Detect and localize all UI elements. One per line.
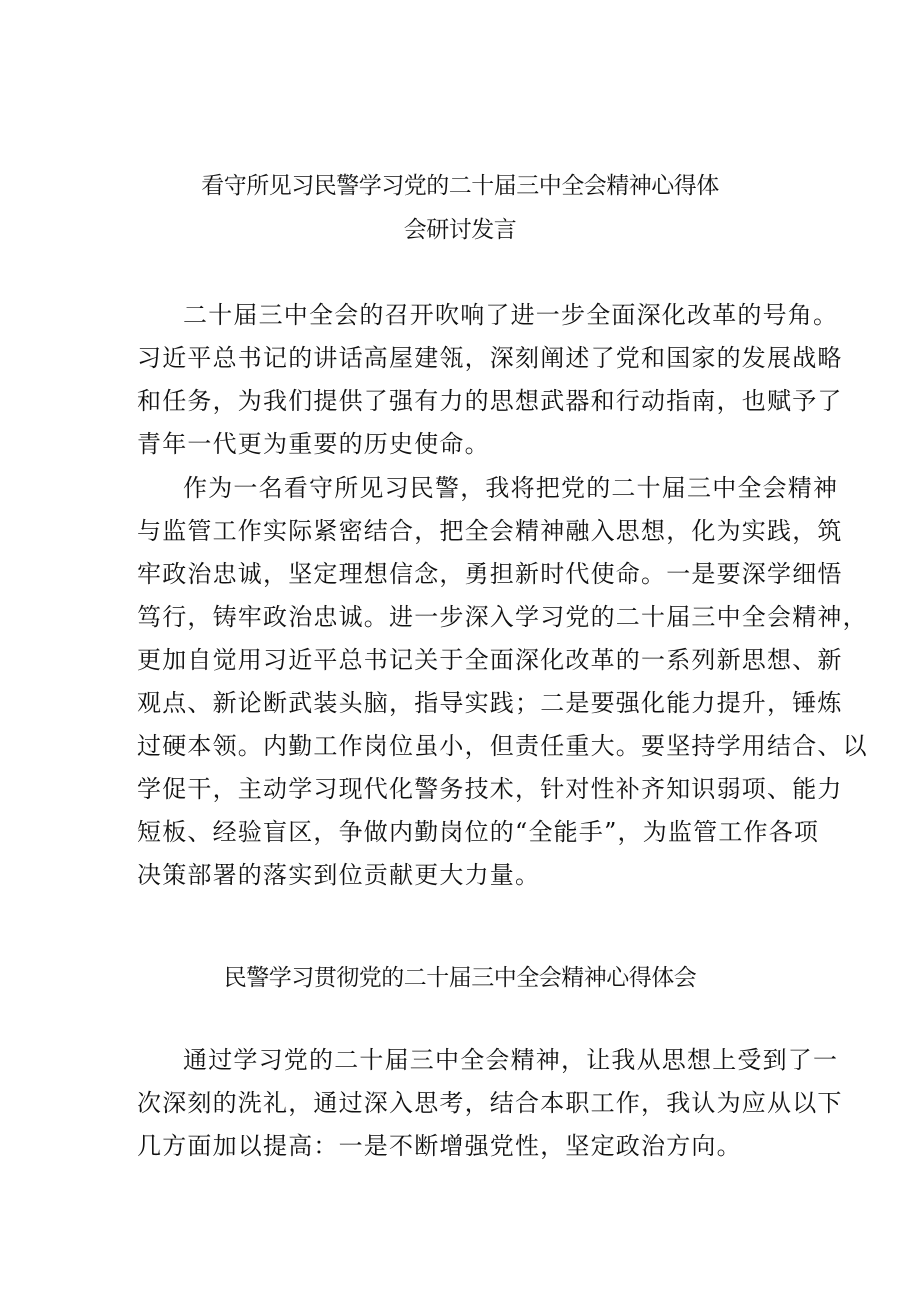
text-line: 几方面加以提高：一是不断增强党性，坚定政治方向。	[137, 1132, 742, 1160]
text-line: 牢政治忠诚，坚定理想信念，勇担新时代使命。一是要深学细悟	[137, 560, 843, 588]
text-line: 和任务，为我们提供了强有力的思想武器和行动指南，也赋予了	[137, 387, 843, 415]
section-title: 民警学习贯彻党的二十届三中全会精神心得体会	[223, 965, 697, 991]
text-line: 习近平总书记的讲话高屋建瓴，深刻阐述了党和国家的发展战略	[137, 344, 843, 372]
paragraph-intro	[137, 294, 843, 466]
text-line: 学促干，主动学习现代化警务技术，针对性补齐知识弱项、能力	[137, 775, 843, 803]
document-title	[0, 164, 920, 252]
text-line: 与监管工作实际紧密结合，把全会精神融入思想，化为实践，筑	[137, 517, 843, 545]
title-line: 看守所见习民警学习党的二十届三中全会精神心得体	[201, 173, 719, 199]
title-line: 会研讨发言	[403, 217, 517, 243]
text-line: 通过学习党的二十届三中全会精神，让我从思想上受到了一	[183, 1046, 839, 1074]
text-line: 更加自觉用习近平总书记关于全面深化改革的一系列新思想、新	[137, 646, 843, 674]
text-line: 二十届三中全会的召开吹响了进一步全面深化改革的号角。	[183, 301, 839, 329]
text-line: 次深刻的洗礼，通过深入思考，结合本职工作，我认为应从以下	[137, 1089, 843, 1117]
text-line: 观点、新论断武装头脑，指导实践；二是要强化能力提升，锤炼	[137, 689, 843, 717]
paragraph-section2	[137, 1039, 843, 1168]
text-line: 笃行，铸牢政治忠诚。进一步深入学习党的二十届三中全会精神，	[137, 603, 868, 631]
text-line: 过硬本领。内勤工作岗位虽小，但责任重大。要坚持学用结合、以	[137, 732, 868, 760]
paragraph-body	[137, 467, 868, 897]
text-line: 短板、经验盲区，争做内勤岗位的“全能手”，为监管工作各项	[137, 818, 820, 846]
text-line: 青年一代更为重要的历史使命。	[137, 430, 490, 458]
text-line: 作为一名看守所见习民警，我将把党的二十届三中全会精神	[183, 474, 839, 502]
text-line: 决策部署的落实到位贡献更大力量。	[137, 861, 541, 889]
